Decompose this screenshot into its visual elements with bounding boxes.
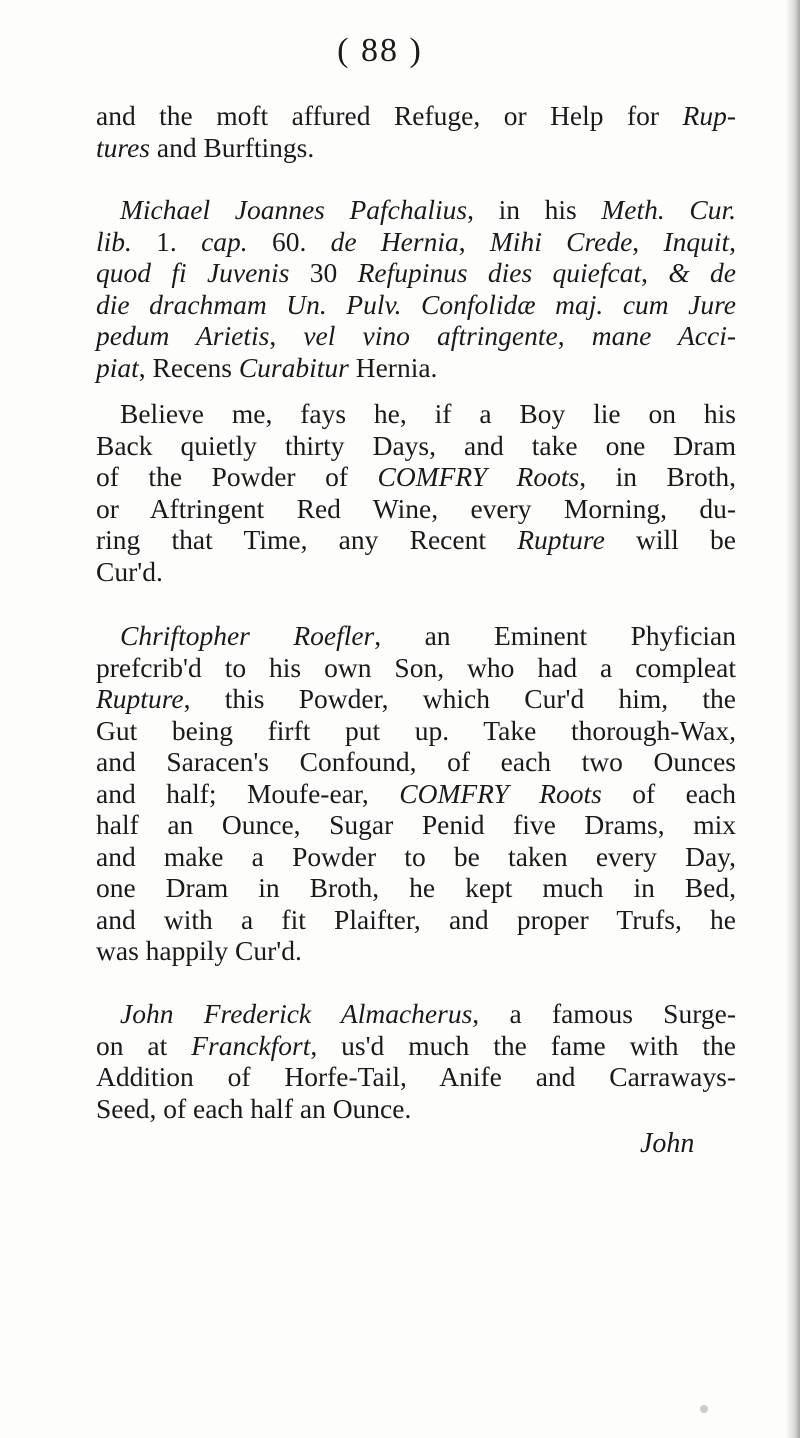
text-run: , bbox=[557, 320, 592, 351]
italic-run: Curabitur bbox=[238, 351, 349, 383]
paragraph-believe-me bbox=[96, 398, 736, 587]
text-run: 30 bbox=[289, 257, 358, 288]
text-run: Addition of Horfe-Tail, Anife and Carraways- bbox=[96, 1061, 736, 1092]
text-run: ring that Time, any Recent bbox=[96, 524, 518, 555]
text-line bbox=[96, 257, 736, 289]
italic-run: de Hernia bbox=[330, 225, 459, 257]
text-run: or Aftringent Red Wine, every Morning, du- bbox=[96, 492, 736, 524]
italic-run: Meth. Cur. bbox=[601, 194, 737, 225]
italic-run: die drachmam Un. Pulv. Confolidæ maj. cum Jure bbox=[96, 288, 736, 320]
italic-run: Franckfort bbox=[191, 1029, 311, 1061]
text-run: , an Eminent Phyfician bbox=[374, 620, 736, 651]
italic-run: Refupinus dies quiefcat bbox=[357, 257, 642, 288]
text-run: Cur'd. bbox=[96, 555, 163, 587]
text-run: , bbox=[641, 257, 669, 288]
text-line bbox=[96, 461, 736, 493]
text-run: prefcrib'd to his own Son, who had a compleat bbox=[96, 651, 736, 683]
italic-run: COMFRY Roots bbox=[377, 461, 580, 492]
text-run: Gut being firft put up. Take thorough-Wax, bbox=[96, 714, 736, 746]
italic-run: Rup- bbox=[682, 100, 736, 131]
italic-run: Chriftopher Roefler bbox=[120, 620, 375, 651]
text-run: , a famous Surge- bbox=[472, 998, 737, 1029]
text-line bbox=[96, 746, 736, 778]
italic-run: cap. bbox=[201, 225, 248, 257]
italic-run: vel vino aftringente bbox=[303, 320, 558, 351]
text-line bbox=[96, 1030, 736, 1062]
text-run: and the moft affured Refuge, or Help for bbox=[96, 100, 683, 131]
text-line bbox=[96, 289, 736, 321]
text-line bbox=[96, 904, 736, 936]
italic-run: quod fi Juvenis bbox=[96, 257, 290, 288]
text-run: one Dram in Broth, he kept much in Bed, bbox=[96, 872, 736, 903]
text-line bbox=[96, 841, 736, 873]
text-run: was happily Cur'd. bbox=[96, 935, 302, 966]
text-line bbox=[96, 778, 736, 810]
italic-run: John Frederick Almacherus bbox=[120, 998, 473, 1029]
text-line bbox=[96, 1093, 736, 1125]
paragraph-roefler bbox=[96, 620, 736, 967]
italic-run: pedum Arietis bbox=[96, 320, 270, 351]
paragraph-almacherus bbox=[96, 998, 736, 1124]
text-line bbox=[96, 100, 736, 132]
italic-run: & de bbox=[668, 257, 737, 288]
text-run: , bbox=[632, 225, 664, 257]
text-line bbox=[96, 1061, 736, 1093]
text-run: on at bbox=[96, 1029, 192, 1061]
text-run: 1. bbox=[131, 225, 202, 257]
text-run: of the Powder of bbox=[96, 461, 378, 492]
text-line bbox=[96, 493, 736, 525]
page-number: ( 88 ) bbox=[337, 32, 423, 69]
text-run: and Saracen's Confound, of each two Ounces bbox=[96, 746, 736, 777]
text-line bbox=[96, 352, 736, 384]
text-line bbox=[96, 226, 736, 258]
text-run: and Burftings. bbox=[149, 131, 315, 163]
text-line bbox=[96, 872, 736, 904]
text-run: of each bbox=[601, 777, 736, 809]
text-line bbox=[96, 320, 736, 352]
text-line bbox=[96, 715, 736, 747]
text-line bbox=[96, 132, 736, 164]
italic-run: Rupture bbox=[517, 524, 605, 555]
text-run: Back quietly thirty Days, and take one Dram bbox=[96, 429, 736, 461]
text-run: , in his bbox=[467, 194, 602, 225]
text-line bbox=[96, 935, 736, 967]
text-run: will be bbox=[604, 524, 736, 555]
text-run: , bbox=[269, 320, 304, 351]
text-run: 60. bbox=[247, 225, 331, 257]
text-line bbox=[96, 524, 736, 556]
text-run: Believe me, fays he, if a Boy lie on his bbox=[120, 398, 736, 429]
text-run: , this Powder, which Cur'd him, the bbox=[183, 683, 736, 714]
text-line bbox=[96, 683, 736, 715]
catchword: John bbox=[640, 1128, 695, 1159]
italic-run: Mihi Crede bbox=[489, 225, 633, 257]
text-run: , bbox=[729, 225, 737, 257]
text-run: , Recens bbox=[138, 351, 239, 383]
italic-run: lib. bbox=[96, 225, 132, 257]
text-run: Seed, of each half an Ounce. bbox=[96, 1092, 412, 1124]
paragraph-pafchalius bbox=[96, 194, 736, 383]
italic-run: tures bbox=[96, 131, 150, 163]
text-run: Hernia. bbox=[348, 351, 438, 383]
text-line bbox=[96, 430, 736, 462]
text-line bbox=[96, 809, 736, 841]
text-line bbox=[96, 998, 736, 1030]
italic-run: Inquit bbox=[663, 225, 730, 257]
page-edge-shadow bbox=[786, 0, 800, 1438]
paragraph-intro bbox=[96, 100, 736, 163]
italic-run: COMFRY Roots bbox=[399, 777, 602, 809]
italic-run: mane Acci- bbox=[591, 320, 736, 351]
text-line bbox=[96, 398, 736, 430]
text-run: , in Broth, bbox=[579, 461, 737, 492]
text-run: , bbox=[458, 225, 490, 257]
text-line bbox=[96, 556, 736, 588]
text-run: , us'd much the fame with the bbox=[310, 1029, 736, 1061]
text-run: and with a fit Plaifter, and proper Trufs, he bbox=[96, 903, 736, 935]
text-line bbox=[96, 194, 736, 226]
text-run: and make a Powder to be taken every Day, bbox=[96, 840, 736, 872]
text-run: half an Ounce, Sugar Penid five Drams, mix bbox=[96, 809, 736, 840]
text-line bbox=[96, 620, 736, 652]
italic-run: Rupture bbox=[96, 683, 184, 714]
paper-stain bbox=[700, 1405, 708, 1413]
text-run: and half; Moufe-ear, bbox=[96, 777, 400, 809]
italic-run: Michael Joannes Pafchalius bbox=[120, 194, 468, 225]
italic-run: piat bbox=[96, 351, 139, 383]
text-line bbox=[96, 652, 736, 684]
